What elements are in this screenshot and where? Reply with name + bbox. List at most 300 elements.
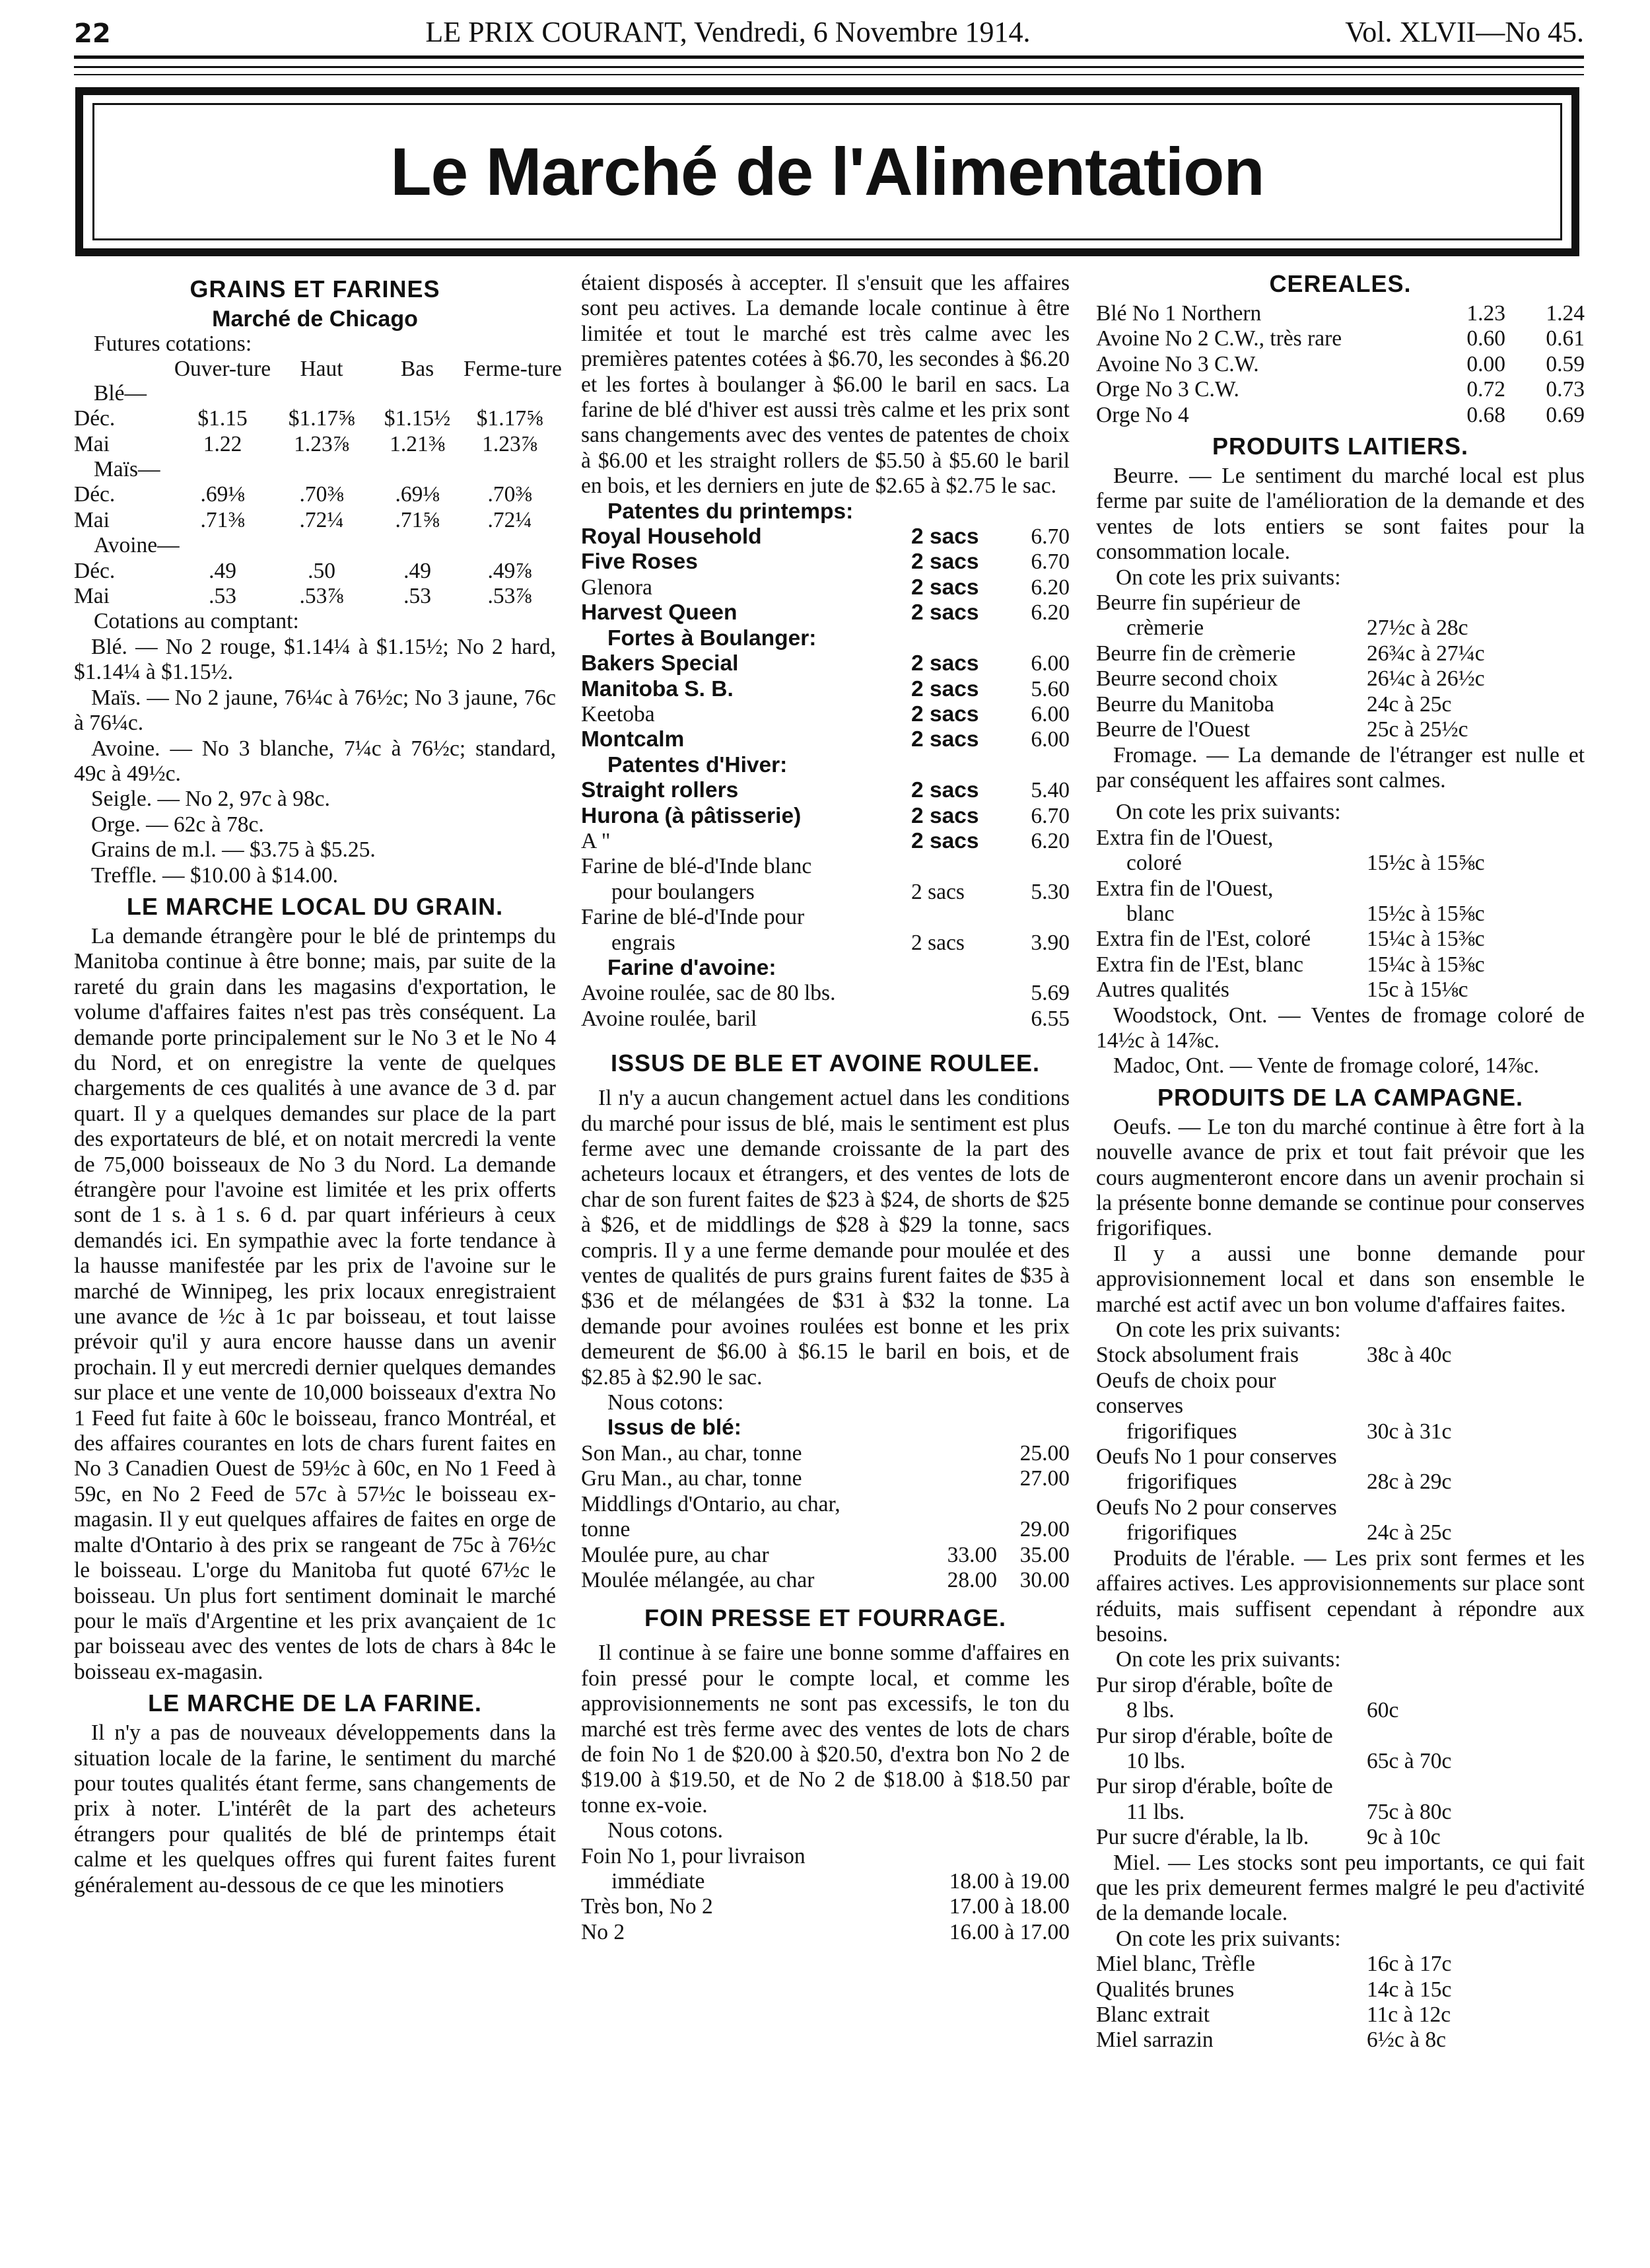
foin-row: [581, 1920, 1070, 1945]
futures-cell: .49: [209, 558, 236, 583]
flour-row: [581, 804, 1070, 829]
futures-cell: .49: [403, 558, 431, 583]
issus-text: Il n'y a aucun changement actuel dans les conditions du marché pour issus de blé, mais le sentiment est plus ferme avec une demande croissante de la part des acheteurs locaux et étrangers, et des ventes de lots de char de son furent faites de $23 à $24, de shorts de $25 à $26, et de middlings de $28 à $29 la tonne, sacs compris. Il y a une ferme demande pour moulée et des ventes de qualités de purs grains furent faites de $35 à $36 et de mélangées de $31 à $32 la tonne. La demande pour avoines roulées est bonne et les prix demeurent de $6.00 à $6.15 le baril en bois, et de $2.85 à $2.90 le sac.: [581, 1086, 1070, 1390]
fromage-name: blanc: [1126, 901, 1175, 926]
fromage-row: [1096, 952, 1585, 977]
header-rule: [74, 66, 1584, 68]
erable-name: Pur sirop d'érable, boîte de: [1096, 1672, 1333, 1697]
miel-row: [1096, 2028, 1585, 2053]
local-heading: LE MARCHE LOCAL DU GRAIN.: [126, 892, 504, 920]
foin-name: Très bon, No 2: [581, 1894, 713, 1919]
comptant-item: Grains de m.l. — $3.75 à $5.25.: [91, 837, 376, 863]
fromage-name: Extra fin de l'Ouest,: [1096, 825, 1274, 850]
flour-price: 6.00: [1031, 727, 1070, 752]
flour-row: [581, 677, 1070, 702]
foin-price: [911, 1844, 1070, 1869]
fromage-price: [1367, 826, 1585, 851]
cereales-price-high: 0.73: [1546, 377, 1585, 402]
campagne-heading: PRODUITS DE LA CAMPAGNE.: [1157, 1083, 1523, 1111]
fromage-cote: On cote les prix suivants:: [1116, 800, 1341, 825]
erable-row: [1096, 1698, 1585, 1723]
cereales-row: [1096, 377, 1585, 402]
futures-cell: Mai: [74, 431, 110, 456]
banner-frame: [92, 103, 1562, 240]
futures-grain-label: Blé—: [94, 380, 147, 406]
avoine-price: 6.55: [1031, 1006, 1070, 1031]
flour-price-list: [581, 499, 1070, 855]
flour-sacs: 2 sacs: [911, 803, 979, 828]
fromage-price: 15c à 15⅛c: [1367, 977, 1468, 1003]
flour-name: Harvest Queen: [581, 600, 738, 625]
beurre-name: Beurre fin de crèmerie: [1096, 641, 1296, 666]
futures-cell: $1.15½: [384, 406, 451, 431]
flour-row: [581, 549, 1070, 575]
foin-name: No 2: [581, 1919, 625, 1944]
erable-row: [1096, 1825, 1585, 1850]
futures-cell: .53⅞: [487, 584, 532, 609]
cereales-price-high: 0.61: [1546, 326, 1585, 351]
volume-number: Vol. XLVII—No 45.: [1345, 16, 1584, 48]
flour-price: 6.20: [1031, 575, 1070, 600]
avoine-price: 5.69: [1031, 981, 1070, 1006]
issus-price-high: 35.00: [1019, 1542, 1070, 1567]
erable-name: 11 lbs.: [1126, 1799, 1185, 1824]
comptant-item: Orge. — 62c à 78c.: [91, 812, 264, 837]
avoine-price-list: [581, 981, 1070, 1032]
farine-heading: LE MARCHE DE LA FARINE.: [148, 1689, 482, 1717]
futures-row: [74, 432, 556, 457]
flour-sacs: 2 sacs: [911, 727, 979, 752]
flour-sacs: 2 sacs: [911, 575, 979, 600]
comptant-item: Treffle. — $10.00 à $14.00.: [91, 863, 339, 888]
cereales-name: Avoine No 3 C.W.: [1096, 351, 1259, 376]
oeufs-name: frigorifiques: [1126, 1470, 1237, 1495]
oeufs-name: Oeufs No 2 pour conserves: [1096, 1495, 1337, 1520]
cereales-name: Orge No 4: [1096, 402, 1189, 427]
erable-price: [1367, 1724, 1585, 1749]
flour-group-title: Fortes à Boulanger:: [607, 625, 817, 651]
avoine-title: Farine d'avoine:: [607, 955, 776, 980]
issus-price-low: 28.00: [947, 1567, 997, 1592]
flour-sacs: 2 sacs: [911, 600, 979, 625]
cereales-name: Orge No 3 C.W.: [1096, 377, 1239, 402]
cereales-name: Avoine No 2 C.W., très rare: [1096, 326, 1342, 351]
oeufs-name: frigorifiques: [1126, 1419, 1237, 1444]
flour-name: Straight rollers: [581, 778, 739, 803]
flour-price: 6.70: [1031, 549, 1070, 575]
futures-cell: 1.22: [203, 431, 242, 456]
foin-text: Il continue à se faire une bonne somme d'affaires en foin pressé pour le compte local, et comme les approvisionnements ne sont pas excessifs, le ton du marché est très ferme avec des ventes de lots de chars de foin No 1 de $20.00 à $20.50, d'extra bon No 2 de $19.00 à $19.50, et de No 2 de $18.00 à $18.50 par tonne ex-voie.: [581, 1641, 1070, 1818]
futures-cell: .50: [308, 558, 335, 583]
running-title: LE PRIX COURANT, Vendredi, 6 Novembre 1914.: [425, 16, 1031, 48]
beurre-price: [1367, 590, 1585, 616]
issus-price-high: 29.00: [1019, 1517, 1070, 1542]
erable-price: 9c à 10c: [1367, 1825, 1441, 1850]
cereales-price-low: 0.60: [1466, 326, 1505, 351]
issus-price-high: 30.00: [1019, 1567, 1070, 1592]
cereales-price-list: [1096, 301, 1585, 428]
erable-price: [1367, 1673, 1585, 1698]
beurre-row: [1096, 641, 1585, 666]
futures-cell: Mai: [74, 507, 110, 532]
flour-price: 6.20: [1031, 828, 1070, 853]
beurre-text: Beurre. — Le sentiment du marché local est plus ferme par suite de l'amélioration de la demande et des ventes de lots entiers se sont faites pour la consommation locale.: [1096, 464, 1585, 565]
cereales-price-high: 0.59: [1546, 351, 1585, 376]
oeufs-price: 28c à 29c: [1367, 1470, 1452, 1495]
oeufs-row: [1096, 1495, 1585, 1520]
cereales-price-high: 0.69: [1546, 402, 1585, 427]
oeufs-row: [1096, 1419, 1585, 1444]
oeufs-price: 30c à 31c: [1367, 1419, 1452, 1444]
miel-cote: On cote les prix suivants:: [1116, 1926, 1341, 1951]
issus-price-low: [924, 1492, 997, 1517]
oeufs-text: Oeufs. — Le ton du marché continue à être fort à la nouvelle avance de prix et tout fait prévoir que les cours augmenteront encore dans un avenir prochain si la présente bonne demande se continue pour conserves frigorifiques.: [1096, 1114, 1585, 1241]
beurre-name: Beurre fin supérieur de: [1096, 590, 1301, 616]
erable-name: Pur sucre d'érable, la lb.: [1096, 1825, 1309, 1850]
issus-name: Moulée pure, au char: [581, 1542, 769, 1567]
issus-name: tonne: [581, 1517, 631, 1542]
beurre-name: crèmerie: [1126, 616, 1204, 641]
cereales-price-low: 1.23: [1466, 301, 1505, 326]
miel-row: [1096, 1977, 1585, 2002]
flour-sacs: 2 sacs: [911, 549, 979, 575]
foin-price: 17.00 à 18.00: [949, 1894, 1070, 1919]
flour-name: A ": [581, 828, 611, 853]
avoine-row: [581, 1007, 1070, 1032]
futures-grain-label: Avoine—: [94, 533, 180, 558]
cereales-price-low: 0.72: [1466, 377, 1505, 402]
flour-row: [581, 702, 1070, 727]
beurre-name: Beurre de l'Ouest: [1096, 717, 1251, 742]
issus-name: Gru Man., au char, tonne: [581, 1466, 802, 1491]
flour-row: [581, 524, 1070, 549]
flour-sacs: 2 sacs: [911, 828, 979, 853]
oeufs-price: 38c à 40c: [1367, 1343, 1452, 1368]
issus-price-low: [924, 1517, 997, 1542]
erable-name: Pur sirop d'érable, boîte de: [1096, 1774, 1333, 1799]
fromage-row: [1096, 876, 1585, 902]
beurre-price: 27½c à 28c: [1367, 616, 1468, 641]
foin-heading: FOIN PRESSE ET FOURRAGE.: [644, 1604, 1007, 1632]
cereales-heading: CEREALES.: [1269, 270, 1412, 297]
oeufs-row: [1096, 1343, 1585, 1368]
section-banner: [75, 87, 1579, 256]
fromage-text: Fromage. — La demande de l'étranger est nulle et par conséquent les affaires sont calmes.: [1096, 742, 1585, 793]
oeufs-price: [1367, 1495, 1585, 1520]
oeufs-name: Oeufs No 1 pour conserves: [1096, 1444, 1337, 1470]
flour-name: Glenora: [581, 575, 652, 600]
inde-row: [581, 931, 1070, 956]
erable-row: [1096, 1749, 1585, 1774]
beurre-cote: On cote les prix suivants:: [1116, 565, 1341, 590]
beurre-price: 26¾c à 27¼c: [1367, 641, 1485, 666]
inde-price-list: [581, 854, 1070, 956]
inde-sacs: 2 sacs: [911, 930, 965, 955]
erable-price: 75c à 80c: [1367, 1799, 1452, 1824]
futures-row: [74, 406, 556, 431]
erable-price-list: [1096, 1673, 1585, 1851]
comptant-item: Seigle. — No 2, 97c à 98c.: [91, 787, 330, 812]
cereales-price-low: 0.00: [1466, 351, 1505, 376]
oeufs-price-list: [1096, 1343, 1585, 1545]
futures-row: [74, 508, 556, 533]
issus-price-list: [581, 1441, 1070, 1593]
futures-cell: 1.21⅜: [390, 431, 445, 456]
issus-title: Issus de blé:: [607, 1415, 741, 1440]
fromage-name: coloré: [1126, 851, 1182, 876]
flour-name: Keetoba: [581, 701, 655, 726]
futures-col-header: Ferme-ture: [464, 356, 562, 381]
futures-table: [74, 381, 556, 610]
fromage-name: Extra fin de l'Est, blanc: [1096, 952, 1303, 977]
beurre-row: [1096, 666, 1585, 691]
oeufs-price: [1367, 1444, 1585, 1470]
beurre-row: [1096, 692, 1585, 717]
futures-cell: .49⅞: [487, 558, 532, 583]
fromage-name: Extra fin de l'Ouest,: [1096, 876, 1274, 901]
beurre-name: Beurre du Manitoba: [1096, 691, 1274, 717]
cereales-price-low: 0.68: [1466, 402, 1505, 427]
inde-sub: engrais: [611, 930, 675, 955]
miel-name: Blanc extrait: [1096, 2002, 1210, 2027]
cereales-row: [1096, 326, 1585, 351]
flour-price: 5.40: [1031, 778, 1070, 803]
header-rule: [74, 55, 1584, 59]
futures-cell: .71⅜: [200, 507, 245, 532]
futures-cell: $1.17⅝: [288, 406, 355, 431]
flour-price: 6.00: [1031, 651, 1070, 676]
miel-price: 11c à 12c: [1367, 2002, 1451, 2027]
fromage-price: [1367, 876, 1585, 902]
erable-name: 10 lbs.: [1126, 1748, 1186, 1773]
flour-group-title: Patentes du printemps:: [607, 499, 854, 524]
beurre-price: 25c à 25½c: [1367, 717, 1468, 742]
futures-col-header: Bas: [400, 356, 434, 381]
flour-price: 6.20: [1031, 600, 1070, 625]
issus-price-high: 25.00: [1019, 1440, 1070, 1466]
oeufs-cote: On cote les prix suivants:: [1116, 1318, 1341, 1343]
inde-name: Farine de blé-d'Inde pour: [581, 905, 805, 930]
erable-row: [1096, 1774, 1585, 1799]
avoine-row: [581, 981, 1070, 1006]
futures-cell: .72¼: [299, 507, 344, 532]
futures-cell: .53: [209, 584, 236, 609]
issus-name: Son Man., au char, tonne: [581, 1440, 802, 1466]
cereales-name: Blé No 1 Northern: [1096, 301, 1262, 326]
foin-row: [581, 1894, 1070, 1919]
flour-row: [581, 575, 1070, 600]
futures-col-header: [74, 357, 173, 381]
flour-price: 6.00: [1031, 701, 1070, 726]
miel-text: Miel. — Les stocks sont peu importants, ce qui fait que les prix demeurent fermes malgré le peu d'activité de la demande locale.: [1096, 1850, 1585, 1926]
comptant-item: Blé. — No 2 rouge, $1.14¼ à $1.15½; No 2 hard, $1.14¼ à $1.15½.: [74, 634, 556, 685]
issus-name: Middlings d'Ontario, au char,: [581, 1491, 841, 1516]
cereales-row: [1096, 301, 1585, 326]
oeufs-text-2: Il y a aussi une bonne demande pour approvisionnement local et dans son ensemble le marché est actif avec un bon volume d'affaires faites.: [1096, 1241, 1585, 1317]
erable-name: Pur sirop d'érable, boîte de: [1096, 1723, 1333, 1748]
oeufs-row: [1096, 1520, 1585, 1545]
foin-name: Foin No 1, pour livraison: [581, 1843, 806, 1868]
oeufs-row: [1096, 1444, 1585, 1470]
erable-text: Produits de l'érable. — Les prix sont fermes et les affaires actives. Les approvisionnements sur place sont réduits, mais suffisent cependant à répondre aux besoins.: [1096, 1545, 1585, 1647]
comptant-list: [74, 635, 556, 888]
issus-heading: ISSUS DE BLE ET AVOINE ROULEE.: [610, 1049, 1041, 1077]
fromage-row: [1096, 826, 1585, 851]
woodstock-text: Woodstock, Ont. — Ventes de fromage coloré de 14½c à 14⅞c.: [1096, 1003, 1585, 1053]
miel-price: 6½c à 8c: [1367, 2028, 1446, 2053]
beurre-row: [1096, 590, 1585, 616]
futures-cell: .72¼: [487, 507, 532, 532]
futures-cell: .70⅜: [299, 482, 344, 507]
column-2: [581, 271, 1070, 1945]
oeufs-name: Stock absolument frais: [1096, 1343, 1299, 1368]
futures-grain-label: Maïs—: [94, 457, 160, 482]
chicago-heading: Marché de Chicago: [212, 306, 418, 332]
erable-row: [1096, 1724, 1585, 1749]
miel-price: 14c à 15c: [1367, 1977, 1452, 2002]
oeufs-name: frigorifiques: [1126, 1520, 1237, 1545]
erable-price: 60c: [1367, 1698, 1399, 1723]
inde-name: Farine de blé-d'Inde blanc: [581, 854, 812, 879]
foin-row: [581, 1869, 1070, 1894]
column-3: [1096, 271, 1585, 2053]
futures-cell: .53: [403, 584, 431, 609]
fromage-price: 15½c à 15⅝c: [1367, 851, 1485, 876]
miel-price: 16c à 17c: [1367, 1952, 1452, 1977]
beurre-row: [1096, 717, 1585, 742]
futures-label: Futures cotations:: [94, 332, 252, 357]
beurre-row: [1096, 616, 1585, 641]
futures-col-header: Haut: [300, 356, 343, 381]
flour-price: 6.70: [1031, 524, 1070, 549]
miel-row: [1096, 2002, 1585, 2028]
avoine-name: Avoine roulée, baril: [581, 1006, 757, 1031]
futures-cell: .71⅝: [395, 507, 440, 532]
issus-row: [581, 1543, 1070, 1568]
grains-heading: GRAINS ET FARINES: [189, 275, 440, 302]
beurre-price: 24c à 25c: [1367, 691, 1452, 717]
flour-sacs: 2 sacs: [911, 701, 979, 726]
cotons-label: Nous cotons:: [607, 1390, 724, 1415]
futures-cell: .53⅞: [299, 584, 344, 609]
issus-row: [581, 1441, 1070, 1466]
futures-cell: $1.17⅝: [476, 406, 543, 431]
futures-cell: Déc.: [74, 406, 116, 431]
fromage-name: Autres qualités: [1096, 977, 1229, 1003]
flour-sacs: 2 sacs: [911, 524, 979, 549]
miel-name: Miel blanc, Trèfle: [1096, 1952, 1255, 1977]
futures-cell: Déc.: [74, 558, 116, 583]
beurre-price: 26¼c à 26½c: [1367, 666, 1485, 691]
futures-row: [74, 559, 556, 584]
flour-name: Manitoba S. B.: [581, 676, 734, 701]
flour-sacs: 2 sacs: [911, 651, 979, 676]
issus-price-low: 33.00: [947, 1542, 997, 1567]
futures-cell: Déc.: [74, 482, 116, 507]
futures-header: [74, 356, 562, 381]
cotons2-label: Nous cotons.: [607, 1818, 723, 1843]
foin-price: 18.00 à 19.00: [949, 1868, 1070, 1894]
header-rule: [74, 74, 1584, 75]
flour-name: Hurona (à pâtisserie): [581, 803, 802, 828]
fromage-price: 15½c à 15⅝c: [1367, 901, 1485, 926]
foin-row: [581, 1844, 1070, 1869]
foin-price: 16.00 à 17.00: [949, 1919, 1070, 1944]
fromage-price: 15¼c à 15⅜c: [1367, 952, 1485, 977]
inde-price: 3.90: [1031, 930, 1070, 955]
flour-row: [581, 651, 1070, 676]
erable-price: 65c à 70c: [1367, 1748, 1452, 1773]
futures-cell: $1.15: [197, 406, 248, 431]
farine-text: Il n'y a pas de nouveaux développements dans la situation locale de la farine, le sentiment du marché pour toutes qualités étant ferme, sans changements de prix à noter. L'intérêt de la part des acheteurs étrangers pour qualités de blé de printemps était calme et les quelques offres qui furent faites furent généralement au-dessous de ce que les minotiers: [74, 1720, 556, 1897]
futures-cell: 1.23⅞: [482, 431, 537, 456]
erable-row: [1096, 1800, 1585, 1825]
flour-sacs: 2 sacs: [911, 778, 979, 803]
fromage-row: [1096, 927, 1585, 952]
futures-row: [74, 584, 556, 609]
flour-name: Royal Household: [581, 524, 762, 549]
issus-row: [581, 1492, 1070, 1517]
futures-row: [74, 482, 556, 507]
futures-cell: .70⅜: [487, 482, 532, 507]
oeufs-row: [1096, 1368, 1585, 1419]
flour-name: Montcalm: [581, 727, 685, 752]
madoc-text: Madoc, Ont. — Vente de fromage coloré, 14⅞c.: [1113, 1053, 1539, 1079]
erable-price: [1367, 1774, 1585, 1799]
comptant-item: Maïs. — No 2 jaune, 76¼c à 76½c; No 3 jaune, 76c à 76¼c.: [74, 685, 556, 736]
futures-cell: Mai: [74, 584, 110, 609]
miel-name: Qualités brunes: [1096, 1977, 1235, 2002]
issus-price-low: [924, 1466, 997, 1491]
farine-continued: étaient disposés à accepter. Il s'ensuit que les affaires sont peu actives. La demande locale continue à être limitée et tout le marché est très calme avec les premières patentes cotées à $6.70, les secondes à $6.20 et les fortes à boulanger à $6.00 le baril en sacs. La farine de blé d'hiver est aussi très calme et les prix sont sans changements avec des ventes de patentes de choix à $6.00 et les straight rollers de $5.50 à $5.60 le baril en bois, et les derniers en jute de $2.65 à $2.75 le sac.: [581, 271, 1070, 499]
column-1: [74, 271, 562, 1898]
oeufs-price: 24c à 25c: [1367, 1520, 1452, 1545]
issus-price-high: 27.00: [1019, 1466, 1070, 1491]
issus-name: Moulée mélangée, au char: [581, 1567, 815, 1592]
erable-name: 8 lbs.: [1126, 1698, 1175, 1723]
flour-row: [581, 600, 1070, 625]
beurre-name: Beurre second choix: [1096, 666, 1278, 691]
erable-row: [1096, 1673, 1585, 1698]
foin-price-list: [581, 1844, 1070, 1946]
futures-col-header: Ouver-ture: [174, 356, 271, 381]
issus-row: [581, 1517, 1070, 1542]
running-header: [74, 5, 1584, 49]
beurre-price-list: [1096, 590, 1585, 742]
cereales-price-high: 1.24: [1546, 301, 1585, 326]
miel-row: [1096, 1952, 1585, 1977]
laitiers-heading: PRODUITS LAITIERS.: [1212, 433, 1469, 460]
oeufs-price: [1367, 1368, 1585, 1419]
miel-name: Miel sarrazin: [1096, 2028, 1214, 2053]
cereales-row: [1096, 403, 1585, 428]
inde-row: [581, 880, 1070, 905]
local-text: La demande étrangère pour le blé de printemps du Manitoba continue à être bonne; mais, par suite de la rareté du grain dans les magasins d'exportation, le volume d'affaires faites n'est pas très conséquent. La demande porte principalement sur le No 3 et le No 4 du Nord, et on enregistre la vente de quelques chargements de ces qualités à une avance de 3 d. par quart. Il y a quelques demandes sur place de la part des exportateurs de blé, et on notait mercredi la vente de 75,000 boisseaux de No 3 du Nord. La demande étrangère pour l'avoine est limitée et les prix offerts sont de 1 s. à 1 s. 6 d. par quart inférieurs à ceux demandés ici. En sympathie avec la forte tendance à la hausse manifestée par les prix de l'avoine sur le marché de Winnipeg, les prix locaux enregistraient une avance de ½c à 1c par boisseau, et tout laisse prévoir qu'il y aura encore hausse dans un avenir prochain. Il y eut mercredi dernier quelques demandes sur place et une vente de 10,000 boisseaux d'extra No 1 Feed fut faite à 60c le boisseau, franco Montréal, et des affaires courantes en lots de chars furent faites en No 3 Canadien Ouest de 59½c à 60c, en No 1 Feed à 59c, en No 2 Feed de 57c à 57½c le boisseau ex-magasin. Il y eut quelques affaires de faites en orge de malte d'Ontario à des prix se rangeant de 75c à 76½c le boisseau. L'orge du Manitoba fut quoté 67½c le boisseau. Un plus fort sentiment dominait le marché pour le maïs d'Argentine et les prix avançaient de 1c par boisseau avec des ventes de lots de chars à 84c le boisseau ex-magasin.: [74, 923, 556, 1684]
flour-price: 5.60: [1031, 676, 1070, 701]
futures-cell: .69⅛: [200, 482, 245, 507]
fromage-name: Extra fin de l'Est, coloré: [1096, 927, 1311, 952]
page-number: 22: [74, 18, 111, 49]
fromage-price-list: [1096, 826, 1585, 1003]
erable-cote: On cote les prix suivants:: [1116, 1647, 1341, 1672]
issus-price-high: [997, 1492, 1070, 1517]
inde-sacs: 2 sacs: [911, 879, 965, 904]
comptant-item: Avoine. — No 3 blanche, 7¼c à 76½c; standard, 49c à 49½c.: [74, 736, 556, 786]
fromage-row: [1096, 851, 1585, 876]
flour-row: [581, 778, 1070, 803]
avoine-name: Avoine roulée, sac de 80 lbs.: [581, 981, 836, 1006]
flour-row: [581, 829, 1070, 854]
